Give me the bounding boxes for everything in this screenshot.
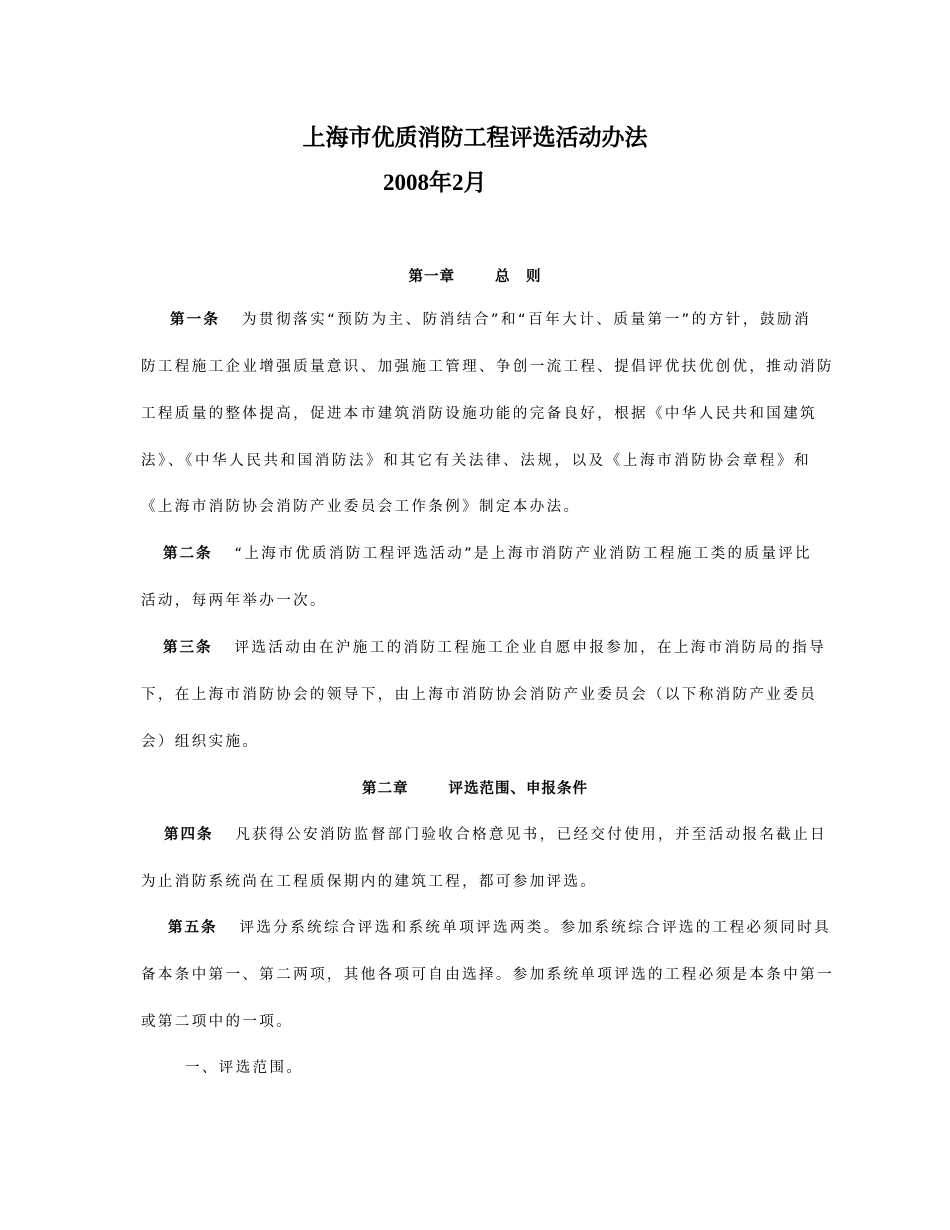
article-label: 第五条	[168, 920, 218, 936]
article-label: 第一条	[170, 312, 220, 328]
list-item: 一、评选范围。	[185, 1060, 304, 1076]
article-5-line: 或第二项中的一项。	[141, 1014, 294, 1030]
chapter-number: 第一章	[408, 269, 455, 285]
article-2-line: 第二条 “上海市优质消防工程评选活动”是上海市消防产业消防工程施工类的质量评比	[163, 546, 813, 562]
article-4-line: 第四条 凡获得公安消防监督部门验收合格意见书，已经交付使用，并至活动报名截止日	[164, 827, 827, 843]
document-date: 2008年2月	[383, 170, 487, 195]
chapter-heading-1	[0, 265, 950, 286]
article-3-line: 第三条 评选活动由在沪施工的消防工程施工企业自愿申报参加，在上海市消防局的指导	[163, 640, 826, 656]
chapter-name: 评选范围、申报条件	[448, 781, 588, 797]
article-1-line: 工程质量的整体提高，促进本市建筑消防设施功能的完备良好，根据《中华人民共和国建筑	[141, 406, 817, 422]
article-1-line: 法》、《中华人民共和国消防法》和其它有关法律、法规，以及《上海市消防协会章程》和	[141, 453, 811, 469]
chapter-heading-2	[0, 777, 950, 798]
article-1-line: 《上海市消防协会消防产业委员会工作条例》制定本办法。	[141, 499, 581, 515]
article-label: 第二条	[163, 546, 213, 562]
article-1-line: 防工程施工企业增强质量意识、加强施工管理、争创一流工程、提倡评优扶优创优，推动消防	[141, 359, 834, 375]
article-3-line: 下，在上海市消防协会的领导下，由上海市消防协会消防产业委员会（以下称消防产业委员	[141, 687, 817, 703]
article-2-line: 活动，每两年举办一次。	[141, 593, 327, 609]
article-1-line: 第一条 为贯彻落实“预防为主、防消结合”和“百年大计、质量第一”的方针，鼓励消	[170, 312, 811, 328]
article-5-line: 第五条 评选分系统综合评选和系统单项评选两类。参加系统综合评选的工程必须同时具	[168, 920, 831, 936]
article-5-line: 备本条中第一、第二两项，其他各项可自由选择。参加系统单项评选的工程必须是本条中第一	[141, 967, 834, 983]
article-3-line: 会）组织实施。	[141, 734, 260, 750]
article-label: 第四条	[164, 827, 214, 843]
chapter-name: 总 则	[495, 269, 542, 285]
article-label: 第三条	[163, 640, 213, 656]
document-title: 上海市优质消防工程评选活动办法	[302, 124, 648, 151]
chapter-number: 第二章	[362, 781, 409, 797]
article-4-line: 为止消防系统尚在工程质保期内的建筑工程，都可参加评选。	[141, 874, 598, 890]
